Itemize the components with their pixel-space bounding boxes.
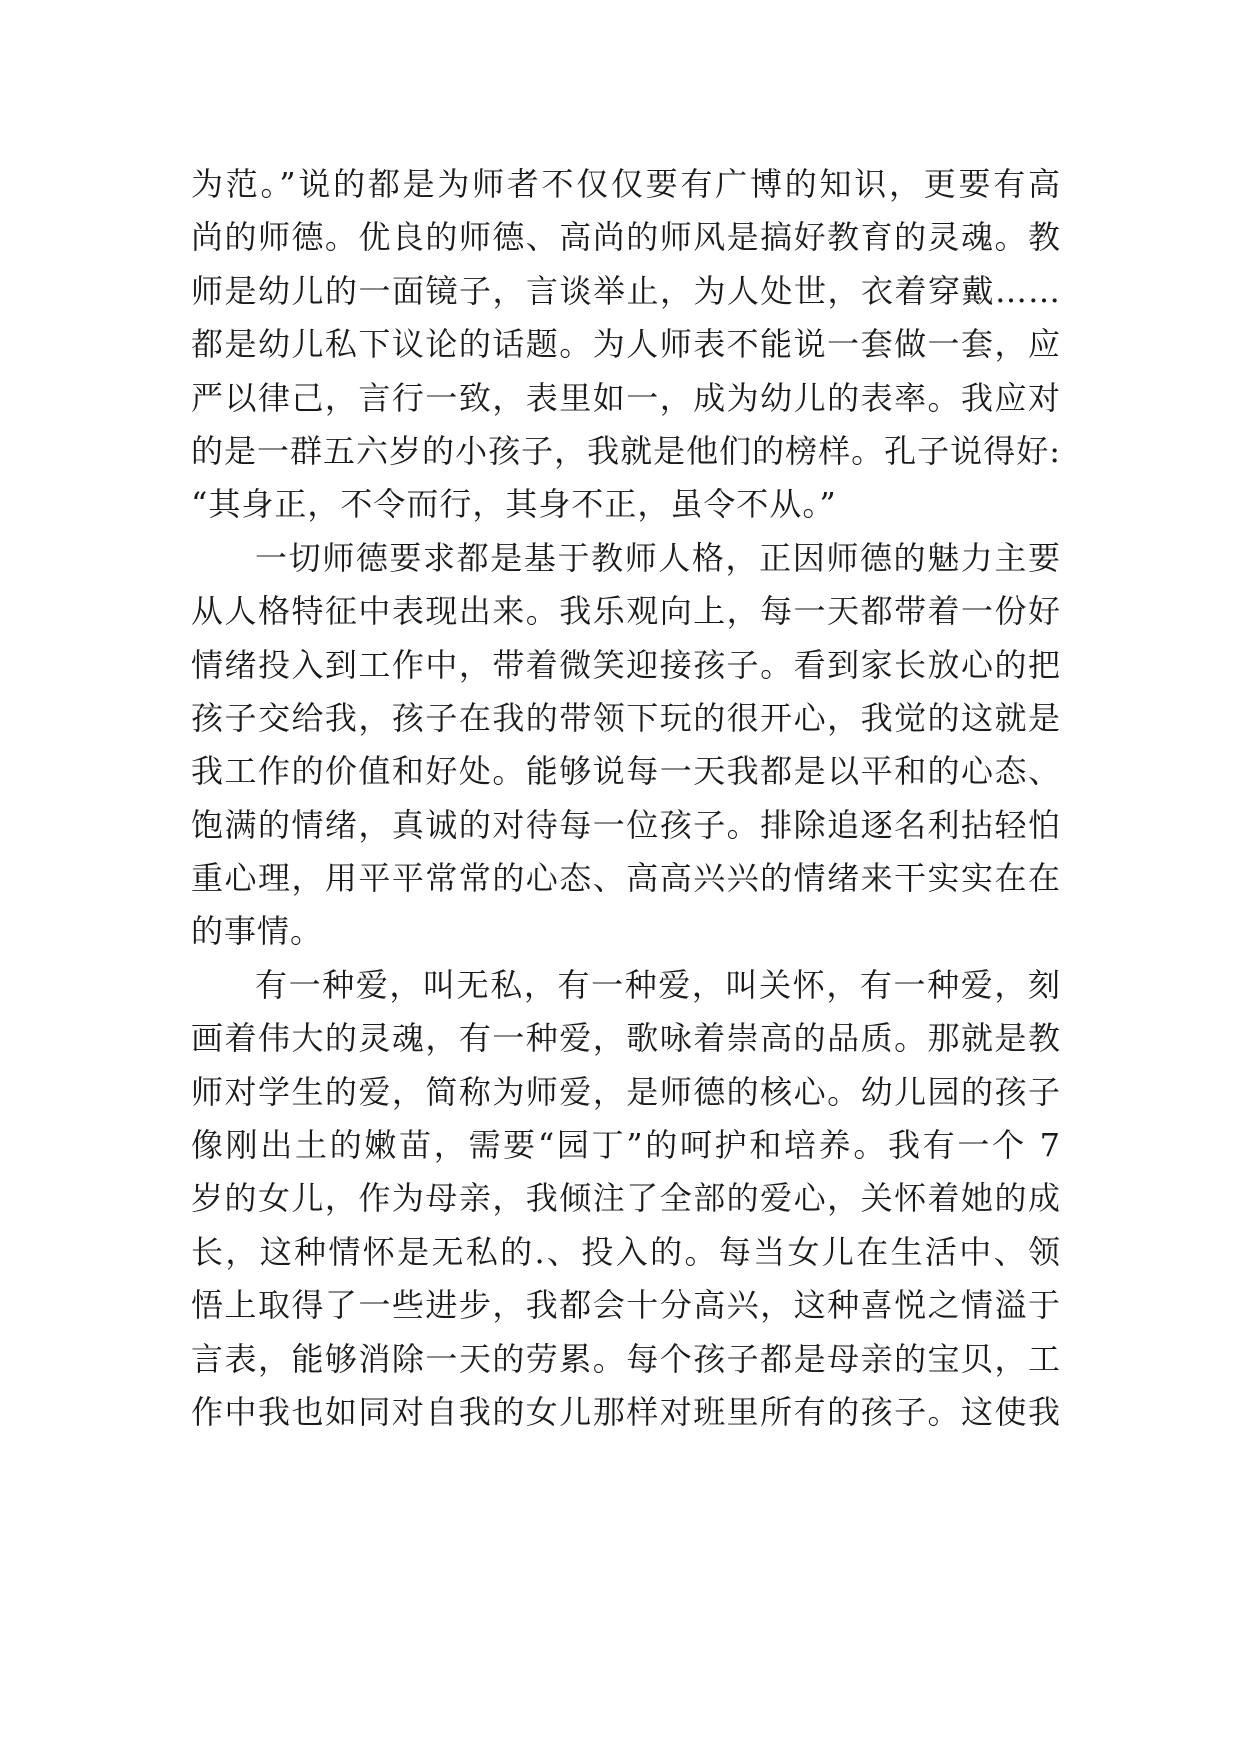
text-line: 孩子交给我，孩子在我的带领下玩的很开心，我觉的这就是 bbox=[191, 698, 1061, 737]
text-line: 画着伟大的灵魂，有一种爱，歌咏着崇高的品质。那就是教 bbox=[191, 1019, 1061, 1058]
text-line: 悟上取得了一些进步，我都会十分高兴，这种喜悦之情溢于 bbox=[191, 1286, 1061, 1325]
text-line: 作中我也如同对自我的女儿那样对班里所有的孩子。这使我 bbox=[191, 1392, 1061, 1431]
text-line: 像刚出土的嫩苗，需要“园丁”的呵护和培养。我有一个 7 bbox=[191, 1126, 1061, 1165]
text-line: “其身正，不令而行，其身不正，虽令不从。” bbox=[191, 485, 837, 524]
paragraph-first-line: 一切师德要求都是基于教师人格，正因师德的魅力主要 bbox=[255, 538, 1061, 577]
text-line: 情绪投入到工作中，带着微笑迎接孩子。看到家长放心的把 bbox=[191, 645, 1061, 684]
text-line: 从人格特征中表现出来。我乐观向上，每一天都带着一份好 bbox=[191, 592, 1061, 631]
text-line: 尚的师德。优良的师德、高尚的师风是搞好教育的灵魂。教 bbox=[191, 218, 1061, 257]
text-line: 的是一群五六岁的小孩子，我就是他们的榜样。孔子说得好: bbox=[191, 431, 1061, 470]
text-line: 都是幼儿私下议论的话题。为人师表不能说一套做一套，应 bbox=[191, 325, 1061, 364]
text-line: 严以律己，言行一致，表里如一，成为幼儿的表率。我应对 bbox=[191, 378, 1061, 417]
text-line: 师是幼儿的一面镜子，言谈举止，为人处世，衣着穿戴…… bbox=[191, 271, 1061, 310]
text-line: 师对学生的爱，简称为师爱，是师德的核心。幼儿园的孩子 bbox=[191, 1072, 1061, 1111]
text-line: 我工作的价值和好处。能够说每一天我都是以平和的心态、 bbox=[191, 752, 1061, 791]
paragraph-first-line: 有一种爱，叫无私，有一种爱，叫关怀，有一种爱，刻 bbox=[255, 965, 1061, 1004]
text-line: 言表，能够消除一天的劳累。每个孩子都是母亲的宝贝，工 bbox=[191, 1339, 1061, 1378]
text-line: 的事情。 bbox=[191, 912, 324, 951]
text-line: 重心理，用平平常常的心态、高高兴兴的情绪来干实实在在 bbox=[191, 859, 1061, 898]
text-line: 岁的女儿，作为母亲，我倾注了全部的爱心，关怀着她的成 bbox=[191, 1179, 1061, 1218]
text-line: 为范。”说的都是为师者不仅仅要有广博的知识，更要有高 bbox=[191, 165, 1061, 203]
text-line: 饱满的情绪，真诚的对待每一位孩子。排除追逐名利拈轻怕 bbox=[191, 805, 1061, 844]
body-text bbox=[191, 158, 1061, 1439]
text-line: 长，这种情怀是无私的.、投入的。每当女儿在生活中、领 bbox=[191, 1232, 1061, 1271]
